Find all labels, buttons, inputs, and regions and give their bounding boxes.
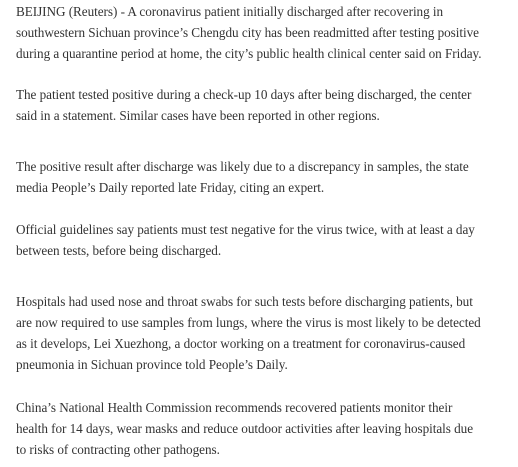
paragraph-line: BEIJING (Reuters) - A coronavirus patient initially discharged after recovering in xyxy=(16,4,444,19)
paragraph-line: as it develops, Lei Xuezhong, a doctor working on a treatment for coronavirus-caused xyxy=(16,336,466,351)
paragraph-commission xyxy=(16,397,516,460)
paragraph-line: between tests, before being discharged. xyxy=(16,243,222,258)
paragraph-line: media People’s Daily reported late Friday, citing an expert. xyxy=(16,180,325,195)
paragraph-samples xyxy=(16,291,516,375)
paragraph-line: southwestern Sichuan province’s Chengdu city has been readmitted after testing positive xyxy=(16,25,479,40)
paragraph-guidelines xyxy=(16,219,516,261)
paragraph-line: during a quarantine period at home, the city’s public health clinical center said on Friday. xyxy=(16,46,482,61)
paragraph-checkup xyxy=(16,84,516,126)
paragraph-dateline xyxy=(16,1,516,64)
paragraph-line: health for 14 days, wear masks and reduce outdoor activities after leaving hospitals due xyxy=(16,421,474,436)
paragraph-line: Hospitals had used nose and throat swabs for such tests before discharging patients, but xyxy=(16,294,473,309)
paragraph-discrepancy xyxy=(16,156,516,198)
paragraph-line: Official guidelines say patients must test negative for the virus twice, with at least a day xyxy=(16,222,475,237)
paragraph-line: said in a statement. Similar cases have been reported in other regions. xyxy=(16,108,380,123)
paragraph-line: pneumonia in Sichuan province told People’s Daily. xyxy=(16,357,288,372)
paragraph-line: The positive result after discharge was likely due to a discrepancy in samples, the state xyxy=(16,159,469,174)
paragraph-line: to risks of contracting other pathogens. xyxy=(16,442,220,457)
paragraph-line: China’s National Health Commission recommends recovered patients monitor their xyxy=(16,400,453,415)
paragraph-line: are now required to use samples from lungs, where the virus is most likely to be detected xyxy=(16,315,481,330)
paragraph-line: The patient tested positive during a check-up 10 days after being discharged, the center xyxy=(16,87,472,102)
